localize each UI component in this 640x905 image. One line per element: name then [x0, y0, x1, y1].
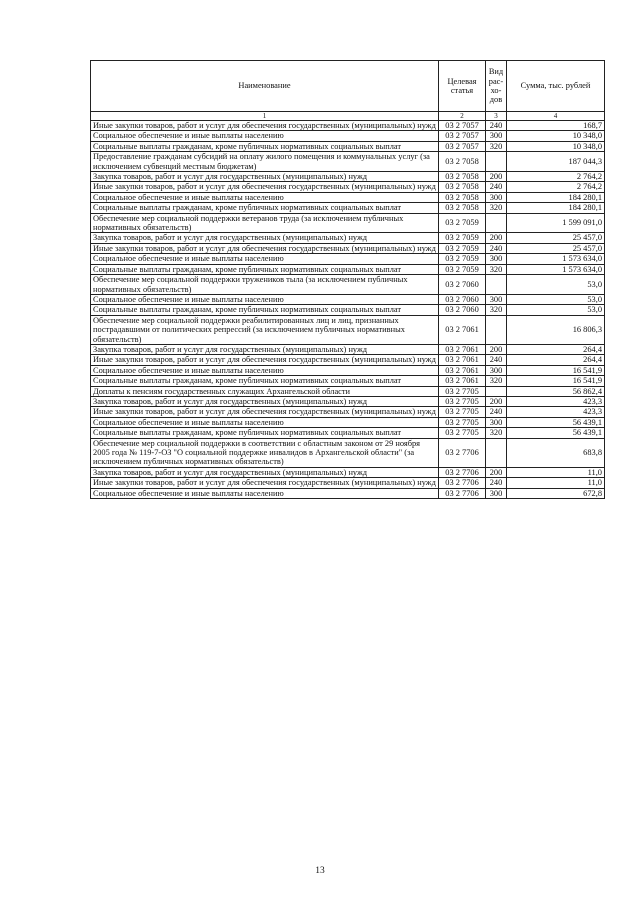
row-name-cell: Закупка товаров, работ и услуг для государственных (муниципальных) нужд	[91, 396, 439, 406]
row-sum-cell: 53,0	[507, 305, 605, 315]
row-sum-cell: 184 280,1	[507, 192, 605, 202]
header-kind: Вид рас-хо-дов	[486, 61, 507, 112]
row-sum-cell: 25 457,0	[507, 243, 605, 253]
row-sum-cell: 672,8	[507, 488, 605, 498]
row-sum-cell: 53,0	[507, 294, 605, 304]
row-kind-cell: 320	[486, 376, 507, 386]
table-row	[91, 275, 605, 295]
row-sum-cell: 1 573 634,0	[507, 254, 605, 264]
row-kind-cell: 300	[486, 488, 507, 498]
row-code-cell: 03 2 7059	[439, 233, 486, 243]
row-code-cell: 03 2 7705	[439, 417, 486, 427]
row-name-cell: Социальное обеспечение и иные выплаты населению	[91, 417, 439, 427]
table-row	[91, 376, 605, 386]
column-number-row	[91, 112, 605, 121]
row-code-cell: 03 2 7059	[439, 254, 486, 264]
column-number: 2	[439, 112, 486, 121]
row-sum-cell: 11,0	[507, 467, 605, 477]
table-row	[91, 407, 605, 417]
row-sum-cell: 184 280,1	[507, 203, 605, 213]
row-sum-cell: 25 457,0	[507, 233, 605, 243]
table-row	[91, 192, 605, 202]
table-body	[91, 121, 605, 499]
table-row	[91, 355, 605, 365]
row-name-cell: Социальное обеспечение и иные выплаты населению	[91, 192, 439, 202]
row-kind-cell: 240	[486, 182, 507, 192]
row-sum-cell: 10 348,0	[507, 131, 605, 141]
row-name-cell: Социальное обеспечение и иные выплаты населению	[91, 254, 439, 264]
table-header-row	[91, 61, 605, 112]
table-row	[91, 294, 605, 304]
row-name-cell: Иные закупки товаров, работ и услуг для обеспечения государственных (муниципальных) нужд	[91, 355, 439, 365]
budget-table	[90, 60, 605, 499]
row-sum-cell: 683,8	[507, 438, 605, 467]
row-code-cell: 03 2 7061	[439, 365, 486, 375]
row-kind-cell: 200	[486, 467, 507, 477]
row-code-cell: 03 2 7057	[439, 121, 486, 131]
row-code-cell: 03 2 7061	[439, 376, 486, 386]
row-kind-cell: 320	[486, 305, 507, 315]
row-kind-cell: 300	[486, 294, 507, 304]
row-sum-cell: 1 599 091,0	[507, 213, 605, 233]
row-code-cell: 03 2 7059	[439, 243, 486, 253]
row-name-cell: Закупка товаров, работ и услуг для государственных (муниципальных) нужд	[91, 172, 439, 182]
table-row	[91, 152, 605, 172]
row-sum-cell: 16 541,9	[507, 365, 605, 375]
table-row	[91, 243, 605, 253]
row-name-cell: Иные закупки товаров, работ и услуг для обеспечения государственных (муниципальных) нужд	[91, 243, 439, 253]
table-row	[91, 182, 605, 192]
row-code-cell: 03 2 7060	[439, 305, 486, 315]
row-code-cell: 03 2 7058	[439, 152, 486, 172]
row-sum-cell: 56 439,1	[507, 428, 605, 438]
row-name-cell: Социальное обеспечение и иные выплаты населению	[91, 365, 439, 375]
row-sum-cell: 423,3	[507, 407, 605, 417]
row-code-cell: 03 2 7058	[439, 172, 486, 182]
table-row	[91, 438, 605, 467]
row-sum-cell: 1 573 634,0	[507, 264, 605, 274]
table-row	[91, 478, 605, 488]
table-row	[91, 467, 605, 477]
column-number: 4	[507, 112, 605, 121]
table-row	[91, 264, 605, 274]
row-sum-cell: 53,0	[507, 275, 605, 295]
row-code-cell: 03 2 7057	[439, 141, 486, 151]
row-code-cell: 03 2 7705	[439, 407, 486, 417]
row-code-cell: 03 2 7058	[439, 203, 486, 213]
row-kind-cell: 300	[486, 192, 507, 202]
table-row	[91, 172, 605, 182]
row-sum-cell: 2 764,2	[507, 172, 605, 182]
row-name-cell: Иные закупки товаров, работ и услуг для обеспечения государственных (муниципальных) нужд	[91, 182, 439, 192]
row-name-cell: Социальные выплаты гражданам, кроме публичных нормативных социальных выплат	[91, 203, 439, 213]
row-name-cell: Социальное обеспечение и иные выплаты населению	[91, 131, 439, 141]
row-name-cell: Социальное обеспечение и иные выплаты населению	[91, 488, 439, 498]
row-kind-cell: 300	[486, 417, 507, 427]
row-kind-cell: 320	[486, 141, 507, 151]
table-row	[91, 365, 605, 375]
table-row	[91, 254, 605, 264]
row-sum-cell: 10 348,0	[507, 141, 605, 151]
row-code-cell: 03 2 7060	[439, 294, 486, 304]
row-name-cell: Социальные выплаты гражданам, кроме публичных нормативных социальных выплат	[91, 264, 439, 274]
table-row	[91, 233, 605, 243]
row-kind-cell	[486, 386, 507, 396]
row-code-cell: 03 2 7057	[439, 131, 486, 141]
row-kind-cell: 200	[486, 172, 507, 182]
table-row	[91, 305, 605, 315]
row-name-cell: Предоставление гражданам субсидий на оплату жилого помещения и коммунальных услуг (за исключением субвенций местным бюджетам)	[91, 152, 439, 172]
row-code-cell: 03 2 7706	[439, 467, 486, 477]
header-name: Наименование	[91, 61, 439, 112]
row-name-cell: Закупка товаров, работ и услуг для государственных (муниципальных) нужд	[91, 344, 439, 354]
table-row	[91, 428, 605, 438]
row-code-cell: 03 2 7059	[439, 264, 486, 274]
row-kind-cell: 300	[486, 254, 507, 264]
row-name-cell: Закупка товаров, работ и услуг для государственных (муниципальных) нужд	[91, 233, 439, 243]
row-kind-cell	[486, 152, 507, 172]
row-name-cell: Доплаты к пенсиям государственных служащих Архангельской области	[91, 386, 439, 396]
column-number: 3	[486, 112, 507, 121]
row-kind-cell: 240	[486, 243, 507, 253]
table-row	[91, 417, 605, 427]
row-kind-cell: 320	[486, 264, 507, 274]
row-kind-cell	[486, 275, 507, 295]
row-kind-cell: 200	[486, 233, 507, 243]
row-kind-cell: 240	[486, 121, 507, 131]
row-kind-cell: 240	[486, 478, 507, 488]
row-name-cell: Социальные выплаты гражданам, кроме публичных нормативных социальных выплат	[91, 428, 439, 438]
row-name-cell: Социальные выплаты гражданам, кроме публичных нормативных социальных выплат	[91, 141, 439, 151]
table-row	[91, 315, 605, 344]
row-code-cell: 03 2 7061	[439, 344, 486, 354]
row-sum-cell: 187 044,3	[507, 152, 605, 172]
row-sum-cell: 423,3	[507, 396, 605, 406]
row-code-cell: 03 2 7058	[439, 182, 486, 192]
row-name-cell: Обеспечение мер социальной поддержки ветеранов труда (за исключением публичных нормативных обязательств)	[91, 213, 439, 233]
row-name-cell: Обеспечение мер социальной поддержки тружеников тыла (за исключением публичных нормативных обязательств)	[91, 275, 439, 295]
header-sum: Сумма, тыс. рублей	[507, 61, 605, 112]
row-sum-cell: 16 541,9	[507, 376, 605, 386]
row-code-cell: 03 2 7705	[439, 386, 486, 396]
row-name-cell: Социальные выплаты гражданам, кроме публичных нормативных социальных выплат	[91, 376, 439, 386]
table-row	[91, 396, 605, 406]
table-row	[91, 386, 605, 396]
row-name-cell: Иные закупки товаров, работ и услуг для обеспечения государственных (муниципальных) нужд	[91, 121, 439, 131]
row-sum-cell: 16 806,3	[507, 315, 605, 344]
row-name-cell: Обеспечение мер социальной поддержки в соответствии с областным законом от 29 ноября 2005 года № 119-7-ОЗ "О социальной поддержке инвалидов в Архангельской области" (за исключением публичных нормативных обязательств)	[91, 438, 439, 467]
row-sum-cell: 264,4	[507, 344, 605, 354]
row-name-cell: Иные закупки товаров, работ и услуг для обеспечения государственных (муниципальных) нужд	[91, 478, 439, 488]
row-name-cell: Социальные выплаты гражданам, кроме публичных нормативных социальных выплат	[91, 305, 439, 315]
header-code: Целевая статья	[439, 61, 486, 112]
row-code-cell: 03 2 7059	[439, 213, 486, 233]
row-code-cell: 03 2 7705	[439, 396, 486, 406]
table-row	[91, 141, 605, 151]
row-kind-cell: 240	[486, 407, 507, 417]
row-kind-cell	[486, 438, 507, 467]
row-kind-cell: 300	[486, 131, 507, 141]
row-name-cell: Закупка товаров, работ и услуг для государственных (муниципальных) нужд	[91, 467, 439, 477]
row-sum-cell: 56 439,1	[507, 417, 605, 427]
row-kind-cell: 200	[486, 344, 507, 354]
row-code-cell: 03 2 7061	[439, 355, 486, 365]
row-name-cell: Иные закупки товаров, работ и услуг для обеспечения государственных (муниципальных) нужд	[91, 407, 439, 417]
row-kind-cell: 300	[486, 365, 507, 375]
table-row	[91, 488, 605, 498]
row-code-cell: 03 2 7706	[439, 478, 486, 488]
table-row	[91, 121, 605, 131]
table-row	[91, 344, 605, 354]
row-code-cell: 03 2 7060	[439, 275, 486, 295]
row-code-cell: 03 2 7706	[439, 488, 486, 498]
row-kind-cell: 320	[486, 428, 507, 438]
table-row	[91, 213, 605, 233]
row-sum-cell: 56 862,4	[507, 386, 605, 396]
column-number: 1	[91, 112, 439, 121]
row-code-cell: 03 2 7061	[439, 315, 486, 344]
row-kind-cell: 240	[486, 355, 507, 365]
row-name-cell: Обеспечение мер социальной поддержки реабилитированных лиц и лиц, признанных пострадавшими от политических репрессий (за исключением публичных нормативных обязательств)	[91, 315, 439, 344]
row-sum-cell: 264,4	[507, 355, 605, 365]
row-sum-cell: 168,7	[507, 121, 605, 131]
row-name-cell: Социальное обеспечение и иные выплаты населению	[91, 294, 439, 304]
row-sum-cell: 11,0	[507, 478, 605, 488]
table-row	[91, 131, 605, 141]
row-kind-cell	[486, 213, 507, 233]
page-number: 13	[315, 866, 325, 876]
row-sum-cell: 2 764,2	[507, 182, 605, 192]
row-kind-cell: 320	[486, 203, 507, 213]
row-code-cell: 03 2 7706	[439, 438, 486, 467]
row-kind-cell: 200	[486, 396, 507, 406]
table-row	[91, 203, 605, 213]
row-code-cell: 03 2 7705	[439, 428, 486, 438]
row-code-cell: 03 2 7058	[439, 192, 486, 202]
row-kind-cell	[486, 315, 507, 344]
